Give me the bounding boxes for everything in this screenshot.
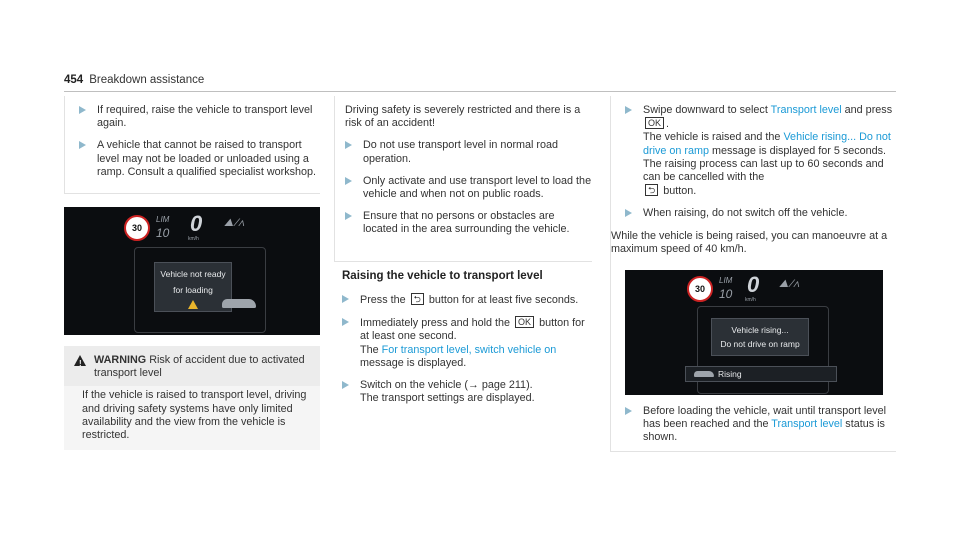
status-bar: [685, 366, 837, 382]
warning-body: If the vehicle is raised to transport level, driving and driving safety systems have only limited availability and the view from the vehicle is restricted.: [64, 386, 320, 450]
lim-value: 10: [719, 287, 733, 302]
message-line-1: Vehicle not ready: [160, 269, 226, 279]
bullet-arrow-icon: [625, 106, 632, 114]
speed-value: 0: [747, 272, 760, 298]
warning-label: WARNING: [94, 354, 147, 366]
lim-label: LIM: [719, 276, 733, 286]
message-box: [154, 262, 232, 312]
warning-triangle-icon: [188, 300, 198, 309]
speed-note: While the vehicle is being raised, you can manoeuvre at a maximum speed of 40 km/h.: [611, 229, 888, 255]
bullet-arrow-icon: [625, 209, 632, 217]
col3-steps-block: [610, 96, 896, 452]
list-item: Do not use transport level in normal road operation.: [345, 139, 592, 165]
list-item: Ensure that no persons or obstacles are located in the area surrounding the vehicle.: [345, 210, 592, 236]
section-title: Breakdown assistance: [89, 74, 205, 86]
back-arrow-key-icon: ⮌: [411, 293, 424, 305]
dashboard-screen-rising: [625, 270, 883, 395]
message-line-1: Vehicle rising...: [731, 325, 789, 336]
col2-steps: [342, 270, 592, 414]
menu-option: Transport level: [770, 104, 842, 116]
list-item: Only activate and use transport level to load the vehicle and when not on public roads.: [345, 175, 592, 201]
dashboard-screen-not-ready: [64, 207, 320, 335]
page-reference[interactable]: → page 211: [468, 379, 527, 392]
page-number: 454: [64, 74, 84, 86]
list-item: A vehicle that cannot be raised to transport level may not be loaded or unloaded using a ramp. Consult a qualified specialist workshop.: [79, 139, 320, 179]
bullet-arrow-icon: [345, 177, 352, 185]
step-item: Before loading the vehicle, wait until transport level has been reached and the Transport level status is shown.: [625, 405, 896, 445]
car-silhouette-icon: [694, 371, 714, 377]
message-box: [711, 318, 809, 356]
step-item: Immediately press and hold the OK button for at least one second. The For transport level, switch vehicle on message is displayed.: [342, 316, 592, 370]
bullet-arrow-icon: [342, 381, 349, 389]
message-line-2: for loading: [173, 285, 213, 295]
header-divider: [64, 91, 896, 92]
speed-limit-sign: 30: [124, 215, 150, 241]
bullet-arrow-icon: [625, 407, 632, 415]
car-silhouette-icon: [222, 299, 256, 308]
page-header: [64, 74, 204, 86]
ok-key: OK: [645, 117, 664, 129]
lim-label: LIM: [156, 215, 170, 224]
col2-notes-block: [334, 96, 592, 262]
step-item: Swipe downward to select Transport level and press OK . The vehicle is raised and the Vehicle rising... Do not drive on ramp message is displayed for 5 seconds. The raising process can last up to 60 seconds and can be cancelled with the ⮌ button.: [625, 104, 896, 198]
message-line-2: Do not drive on ramp: [720, 339, 800, 350]
warning-triangle-icon: !: [74, 355, 86, 366]
warning-header: [64, 346, 320, 386]
ok-key: OK: [515, 316, 534, 328]
bullet-arrow-icon: [79, 106, 86, 114]
bullet-arrow-icon: [345, 212, 352, 220]
section-heading: Raising the vehicle to transport level: [342, 270, 543, 282]
lim-value: 10: [156, 226, 170, 240]
status-indicator: Transport level: [771, 418, 843, 431]
speed-unit: km/h: [188, 236, 199, 242]
speed-value: 0: [190, 211, 203, 236]
list-item: If required, raise the vehicle to transport level again.: [79, 104, 320, 130]
warning-box: [64, 346, 320, 450]
speed-unit: km/h: [745, 297, 756, 304]
display-message: Vehicle rising... Do not drive on ramp: [643, 131, 891, 157]
back-arrow-key-icon: ⮌: [645, 184, 658, 196]
bullet-arrow-icon: [342, 318, 349, 326]
assist-icon: ⛰ ⁄∧: [224, 217, 245, 229]
bullet-arrow-icon: [345, 141, 352, 149]
safety-intro: Driving safety is severely restricted and there is a risk of an accident!: [345, 104, 581, 130]
step-item: When raising, do not switch off the vehicle.: [625, 207, 896, 220]
display-message: For transport level, switch vehicle on: [381, 343, 557, 356]
step-item: Press the ⮌ button for at least five seconds.: [342, 293, 592, 307]
col1-bullets-block: [64, 96, 320, 194]
speed-limit-sign: 30: [687, 276, 713, 302]
step-item: Switch on the vehicle (→ page 211). The transport settings are displayed.: [342, 379, 592, 405]
bullet-arrow-icon: [79, 141, 86, 149]
warning-title: Risk of accident due to activated transport level: [94, 354, 305, 380]
status-text: Rising: [718, 369, 742, 380]
assist-icon: ⛰ ⁄∧: [779, 278, 800, 291]
bullet-arrow-icon: [342, 295, 349, 303]
